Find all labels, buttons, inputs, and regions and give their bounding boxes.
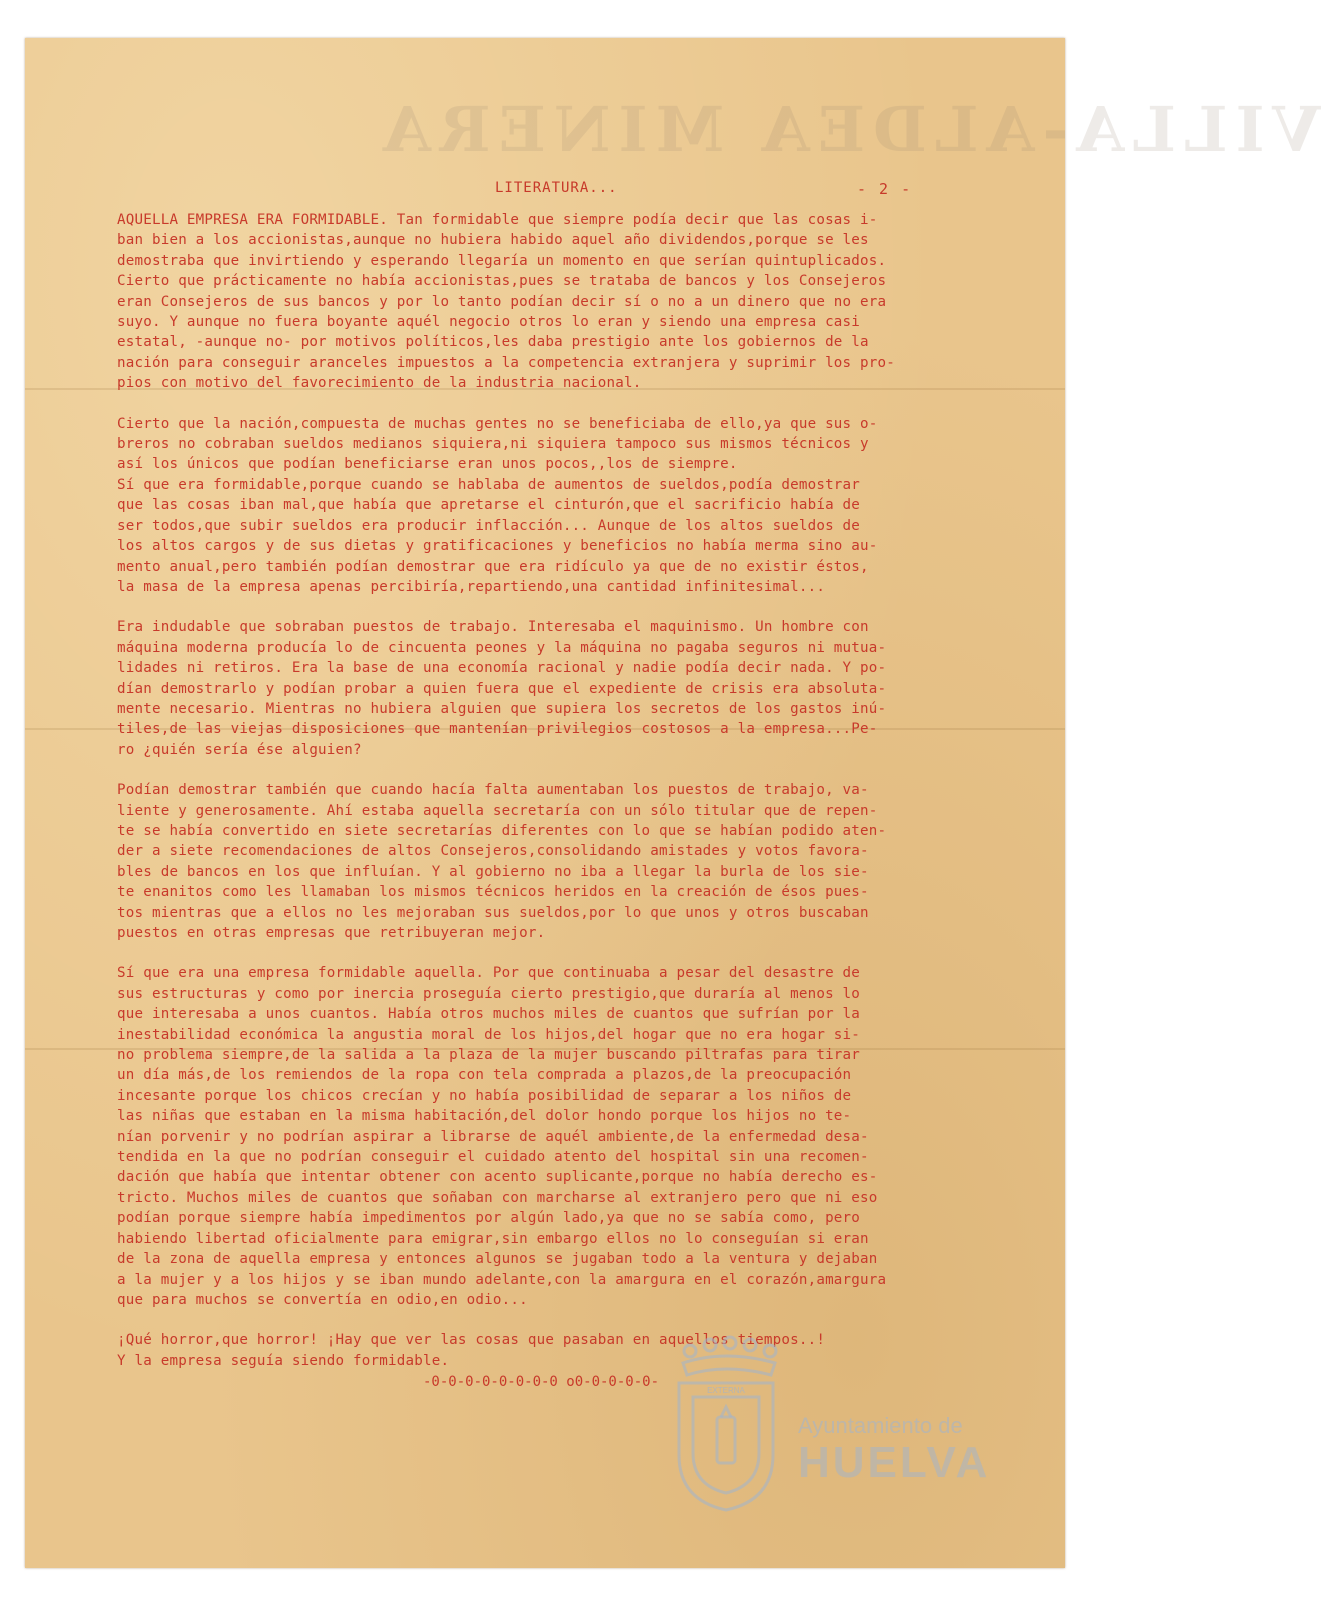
paragraph-1: AQUELLA EMPRESA ERA FORMIDABLE. Tan formidable que siempre podía decir que las cosas i- ban bien a los accionistas,aunque no hubiera habido aquel año dividendos,porque se les demostraba que invirtiendo y esperando llegaría un momento en que serían quintuplicados. Cierto que prácticamente no había accionistas,pues se trataba de bancos y los Consejeros eran Consejeros de sus bancos y por lo tanto podían decir sí o no a un dinero que no era suyo. Y aunque no fuera boyante aquél negocio otros lo eran y siendo una empresa casi estatal, -aunque no- por motivos políticos,les daba prestigio ante los gobiernos de la nación para conseguir aranceles impuestos a la competencia extranjera y suprimir los pro- pios con motivo del favorecimiento de la industria nacional. xyxy=(117,212,896,392)
header-title: LITERATURA... xyxy=(495,180,618,196)
page-number: - 2 - xyxy=(857,180,913,198)
paragraph-2: Cierto que la nación,compuesta de muchas gentes no se beneficiaba de ello,ya que sus o- breros no cobraban sueldos medianos siquiera,ni siquiera tampoco sus mismos técnicos y así los únicos que podían beneficiarse eran unos pocos,,los de siempre. Sí que era formidable,porque cuando se hablaba de aumentos de sueldos,podía demostrar que las cosas iban mal,que había que apretarse el cinturón,que el sacrificio había de ser todos,que subir sueldos era producir inflacción... Aunque de los altos sueldos de los altos cargos y de sus dietas y gratificaciones y beneficios no había merma sino au- mento anual,pero también podían demostrar que era ridículo ya que de no existir éstos, la masa de la empresa apenas percibiría,repartiendo,una cantidad infinitesimal... xyxy=(117,415,878,595)
watermark-line-2: HUELVA xyxy=(798,1438,991,1487)
crest-label: EXTERNA xyxy=(707,1386,745,1395)
watermark-line-1: Ayuntamiento de xyxy=(798,1413,963,1438)
watermark xyxy=(665,1335,1005,1520)
page-header xyxy=(25,180,1065,200)
paragraph-5: Sí que era una empresa formidable aquella. Por que continuaba a pesar del desastre de sus estructuras y como por inercia proseguía cierto prestigio,que duraría al menos lo que interesaba a unos cuantos. Había otros muchos miles de cuantos que sufrían por la inestabilidad económica la angustia moral de los hijos,del hogar que no era hogar si- no problema siempre,de la salida a la plaza de la mujer buscando piltrafas para tirar un día más,de los remiendos de la ropa con tela comprada a plazos,de la preocupación incesante porque los chicos crecían y no había posibilidad de separar a los niños de las niñas que estaban en la misma habitación,del dolor hondo porque los hijos no te- nían porvenir y no podrían aspirar a librarse de aquél ambiente,de la enfermedad desa- tendida en la que no podrían conseguir el cuidado atento del hospital sin una recomen- dación que había que intentar obtener con acento suplicante,porque no había derecho es- tricto. Muchos miles de cuantos que soñaban con marcharse al extranjero pero que ni eso podían porque siempre había impedimentos por algún lado,ya que no se sabía como, pero habiendo libertad oficialmente para emigrar,sin embargo ellos no lo conseguían si eran de la zona de aquella empresa y entonces algunos se jugaban todo a la ventura y dejaban a la mujer y a los hijos y se iban mundo adelante,con la amargura en el corazón,amargura que para muchos se convertía en odio,en odio... xyxy=(117,965,887,1308)
closing-ornament: -0-0-0-0-0-0-0-0 o0-0-0-0-0- xyxy=(423,1374,660,1390)
closing-lines: ¡Qué horror,que horror! ¡Hay que ver las cosas que pasaban en aquellos tiempos..! Y la empresa seguía siendo formidable. xyxy=(117,1332,826,1369)
paragraph-3: Era indudable que sobraban puestos de trabajo. Interesaba el maquinismo. Un hombre con máquina moderna producía lo de cincuenta peones y la máquina no pagaba seguros ni mutua- lidades ni retiros. Era la base de una economía racional y nadie podía decir nada. Y po- dían demostrarlo y podían probar a quien fuera que el expediente de crisis era absoluta- mente necesario. Mientras no hubiera alguien que supiera los secretos de los gastos inú- tiles,de las viejas disposiciones que mantenían privilegios costosos a la empresa...Pe- ro ¿quién sería ése alguien? xyxy=(117,619,887,758)
paragraph-4: Podían demostrar también que cuando hacía falta aumentaban los puestos de trabajo, va- liente y generosamente. Ahí estaba aquella secretaría con un sólo titular que de repen- te se había convertido en siete secretarías diferentes con lo que se habían podido aten- der a siete recomendaciones de altos Consejeros,consolidando amistades y votos favora- bles de bancos en los que influían. Y al gobierno no iba a llegar la burla de los sie- te enanitos como les llamaban los mismos técnicos heridos en la creación de ésos pues- tos mientras que a ellos no les mejoraban sus sueldos,por lo que unos y otros buscaban puestos en otras empresas que retribuyeran mejor. xyxy=(117,782,887,941)
bleed-through-text: VILLA-ALDEA MINERA xyxy=(375,93,1321,166)
huelva-coat-of-arms-icon xyxy=(665,1335,785,1515)
document-body xyxy=(117,210,982,1391)
